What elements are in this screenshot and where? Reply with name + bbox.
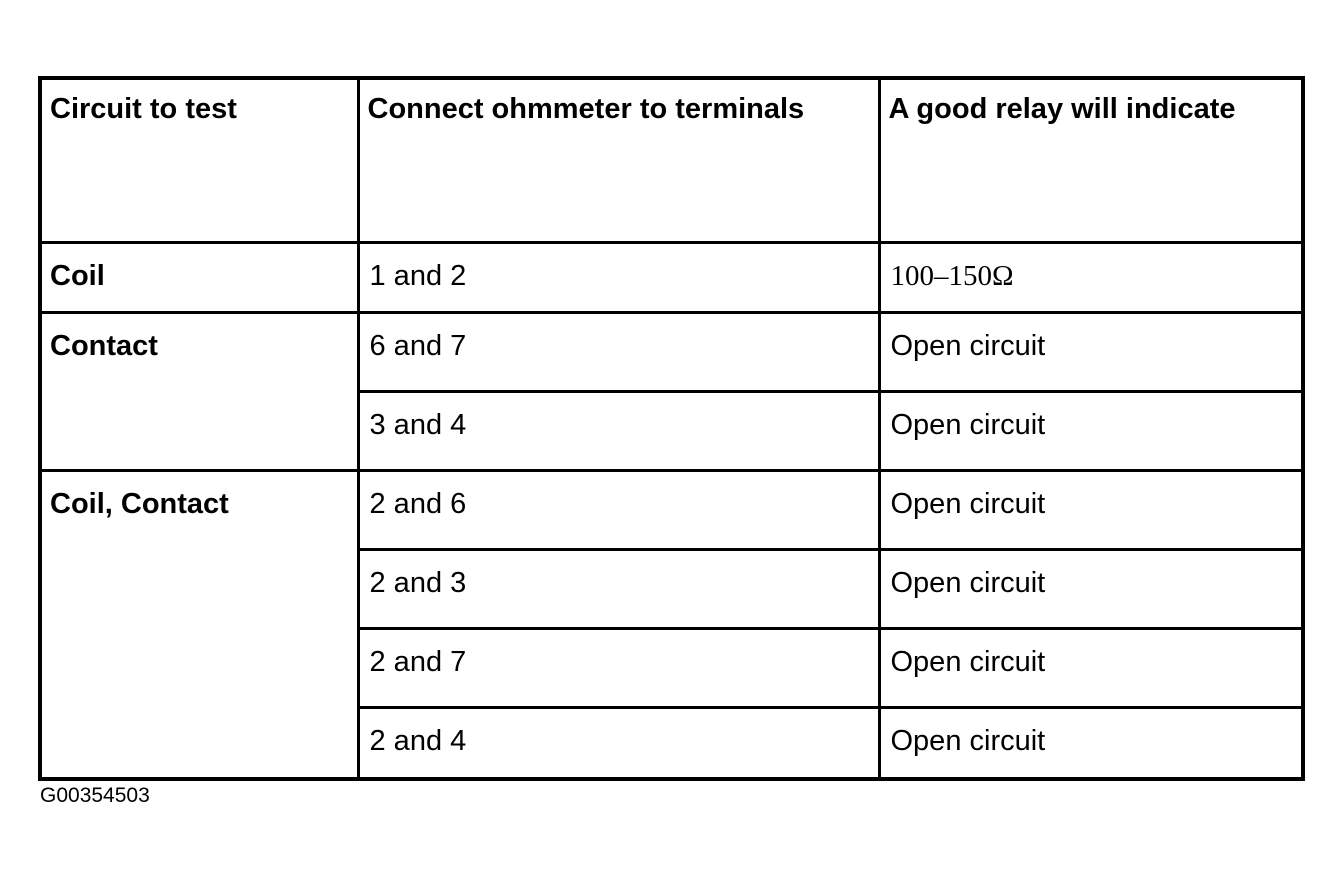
table-row xyxy=(40,313,1303,392)
header-circuit-to-test: Circuit to test xyxy=(40,78,358,243)
circuit-cell: Contact xyxy=(40,313,358,471)
terminals-cell: 2 and 6 xyxy=(358,471,879,550)
terminals-cell: 6 and 7 xyxy=(358,313,879,392)
terminals-cell: 3 and 4 xyxy=(358,392,879,471)
indication-cell: Open circuit xyxy=(879,313,1303,392)
table-row xyxy=(40,471,1303,550)
terminals-cell: 2 and 3 xyxy=(358,550,879,629)
circuit-cell: Coil xyxy=(40,243,358,313)
indication-cell: Open circuit xyxy=(879,392,1303,471)
table-header-row xyxy=(40,78,1303,243)
indication-cell: Open circuit xyxy=(879,708,1303,780)
header-good-relay-indication: A good relay will indicate xyxy=(879,78,1303,243)
header-connect-terminals: Connect ohmmeter to terminals xyxy=(358,78,879,243)
indication-cell: 100–150Ω xyxy=(879,243,1303,313)
indication-cell: Open circuit xyxy=(879,471,1303,550)
terminals-cell: 2 and 4 xyxy=(358,708,879,780)
relay-test-table xyxy=(38,76,1305,781)
indication-cell: Open circuit xyxy=(879,629,1303,708)
indication-cell: Open circuit xyxy=(879,550,1303,629)
table-row xyxy=(40,243,1303,313)
figure-id-label: G00354503 xyxy=(40,784,150,807)
terminals-cell: 1 and 2 xyxy=(358,243,879,313)
terminals-cell: 2 and 7 xyxy=(358,629,879,708)
circuit-cell: Coil, Contact xyxy=(40,471,358,780)
